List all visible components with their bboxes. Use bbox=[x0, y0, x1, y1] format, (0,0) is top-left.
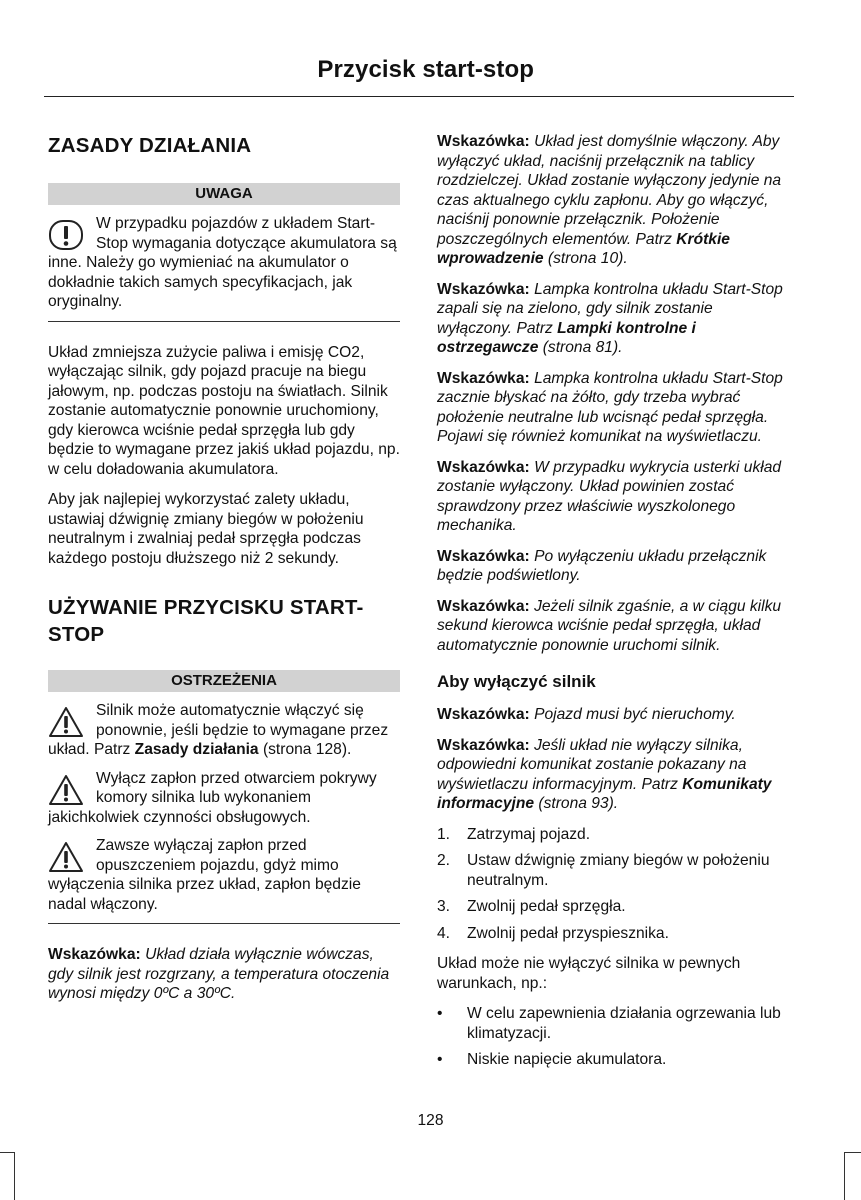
right-column bbox=[437, 132, 789, 1081]
page-title: Przycisk start-stop bbox=[317, 56, 534, 83]
list-item: 4. Zwolnij pedał przyspiesznika. bbox=[437, 924, 669, 942]
caution-icon bbox=[48, 218, 84, 252]
link-info-messages[interactable]: Komunikaty informacyjne bbox=[437, 775, 772, 812]
subheading-stop-engine: Aby wyłączyć silnik bbox=[437, 672, 596, 691]
intro-paragraph: Układ zmniejsza zużycie paliwa i emisję CO2, wyłączając silnik, gdy pojazd pracuje na biegu jałowym, np. podczas postoju na światłach. Silnik zostanie automatycznie ponownie uruchomiony, gdy kierowca wciśnie pedał sprzęgła lub gdy będzie to wymagane przez jakiś układ pojazdu, np. w celu doładowania akumulatora. bbox=[48, 343, 400, 478]
crop-mark-right bbox=[844, 1152, 845, 1200]
note-yellow-lamp: Wskazówka: Lampka kontrolna układu Start-Stop zacznie błyskać na żółto, gdy trzeba wybrać położenie neutralne lub wcisnąć pedał sprzęgła. Pojawi się również komunikat na wyświetlaczu. bbox=[437, 369, 783, 445]
warning-triangle-icon bbox=[48, 773, 84, 807]
section-title-principles: ZASADY DZIAŁANIA bbox=[48, 134, 252, 157]
title-rule bbox=[44, 96, 794, 97]
warnings-rule bbox=[48, 923, 400, 924]
warning-1-link[interactable]: Zasady działania bbox=[134, 741, 259, 758]
warning-3-text: Zawsze wyłączaj zapłon przed opuszczeniem pojazdu, gdyż mimo wyłączenia silnika przez układ, zapłon będzie nadal włączony. bbox=[48, 837, 361, 913]
note-temperature: Wskazówka: Układ działa wyłącznie wówczas, gdy silnik jest rozgrzany, a temperatura otoczenia wynosi między 0ºC a 30ºC. bbox=[48, 946, 390, 1002]
note-switch-lit: Wskazówka: Po wyłączeniu układu przełącznik będzie podświetlony. bbox=[437, 547, 767, 584]
note-stall-restart: Wskazówka: Jeżeli silnik zgaśnie, a w ciągu kilku sekund kierowca wciśnie pedał sprzęgła, układ automatycznie ponownie uruchomi silnik. bbox=[437, 597, 782, 654]
caution-header: UWAGA bbox=[48, 183, 400, 205]
warning-2-text: Wyłącz zapłon przed otwarciem pokrywy komory silnika lub wykonaniem jakichkolwiek czynności obsługowych. bbox=[48, 769, 377, 826]
conditions-intro: Układ może nie wyłączyć silnika w pewnych warunkach, np.: bbox=[437, 955, 741, 992]
crop-mark-left bbox=[14, 1152, 15, 1200]
warning-block-1 bbox=[48, 701, 400, 769]
list-item: • Niskie napięcie akumulatora. bbox=[437, 1051, 667, 1068]
list-item: 2. Ustaw dźwignię zmiany biegów w położeniu neutralnym. bbox=[437, 852, 770, 889]
section-title-button-usage: UŻYWANIE PRZYCISKU START-STOP bbox=[48, 596, 364, 646]
warnings-header: OSTRZEŻENIA bbox=[48, 670, 400, 692]
warning-1-text: Silnik może automatycznie włączyć się ponownie, jeśli będzie to wymagane przez układ. Patrz Zasady działania (strona 128). bbox=[48, 702, 389, 758]
conditions-list bbox=[437, 1004, 789, 1070]
warning-block-3 bbox=[48, 836, 400, 923]
warning-triangle-icon bbox=[48, 840, 84, 874]
page-number: 128 bbox=[417, 1112, 444, 1129]
warning-triangle-icon bbox=[48, 705, 84, 739]
list-item: 1. Zatrzymaj pojazd. bbox=[437, 825, 591, 843]
note-stationary: Wskazówka: Pojazd musi być nieruchomy. bbox=[437, 706, 736, 723]
caution-rule bbox=[48, 321, 400, 322]
note-fault: Wskazówka: W przypadku wykrycia usterki układ zostanie wyłączony. Układ powinien zostać sprawdzony przez właściwie wyszkolonego mechanika. bbox=[437, 458, 782, 534]
caution-block bbox=[48, 214, 400, 321]
note-green-lamp: Wskazówka: Lampka kontrolna układu Start-Stop zapali się na zielono, gdy silnik zostanie wyłączony. Patrz Lampki kontrolne i ostrzegawcze (strona 81). bbox=[437, 280, 783, 356]
link-warning-lamps[interactable]: Lampki kontrolne i ostrzegawcze bbox=[437, 319, 696, 356]
link-quick-intro[interactable]: Krótkie wprowadzenie bbox=[437, 230, 730, 267]
crop-mark-right-h bbox=[845, 1152, 861, 1153]
left-column bbox=[48, 132, 400, 1015]
note-not-stopped: Wskazówka: Jeśli układ nie wyłączy silnika, odpowiedni komunikat zostanie pokazany na wyświetlaczu informacyjnym. Patrz Komunikaty informacyjne (strona 93). bbox=[437, 736, 772, 812]
note-default-on: Wskazówka: Układ jest domyślnie włączony. Aby wyłączyć układ, naciśnij przełącznik na tablicy rozdzielczej. Układ zostanie wyłączony jedynie na czas aktualnego cyklu zapłonu. Aby go włączyć, naciśnij ponownie przełącznik. Położenie poszczególnych elementów. Patrz Krótkie wprowadzenie (strona 10). bbox=[437, 133, 782, 267]
list-item: 3. Zwolnij pedał sprzęgła. bbox=[437, 898, 626, 915]
steps-list bbox=[437, 825, 789, 944]
crop-mark-left-h bbox=[0, 1152, 14, 1153]
warning-block-2 bbox=[48, 769, 400, 837]
list-item: • W celu zapewnienia działania ogrzewania lub klimatyzacji. bbox=[437, 1005, 781, 1042]
caution-text: W przypadku pojazdów z układem Start-Stop wymagania dotyczące akumulatora są inne. Należy go wymieniać na akumulator o dokładnie takich samych specyfikacjach, jak oryginalny. bbox=[48, 215, 397, 310]
usage-tip-paragraph: Aby jak najlepiej wykorzystać zalety układu, ustawiaj dźwignię zmiany biegów w położeniu neutralnym i zwalniaj pedał sprzęgła podczas każdego postoju dłuższego niż 2 sekundy. bbox=[48, 491, 364, 567]
